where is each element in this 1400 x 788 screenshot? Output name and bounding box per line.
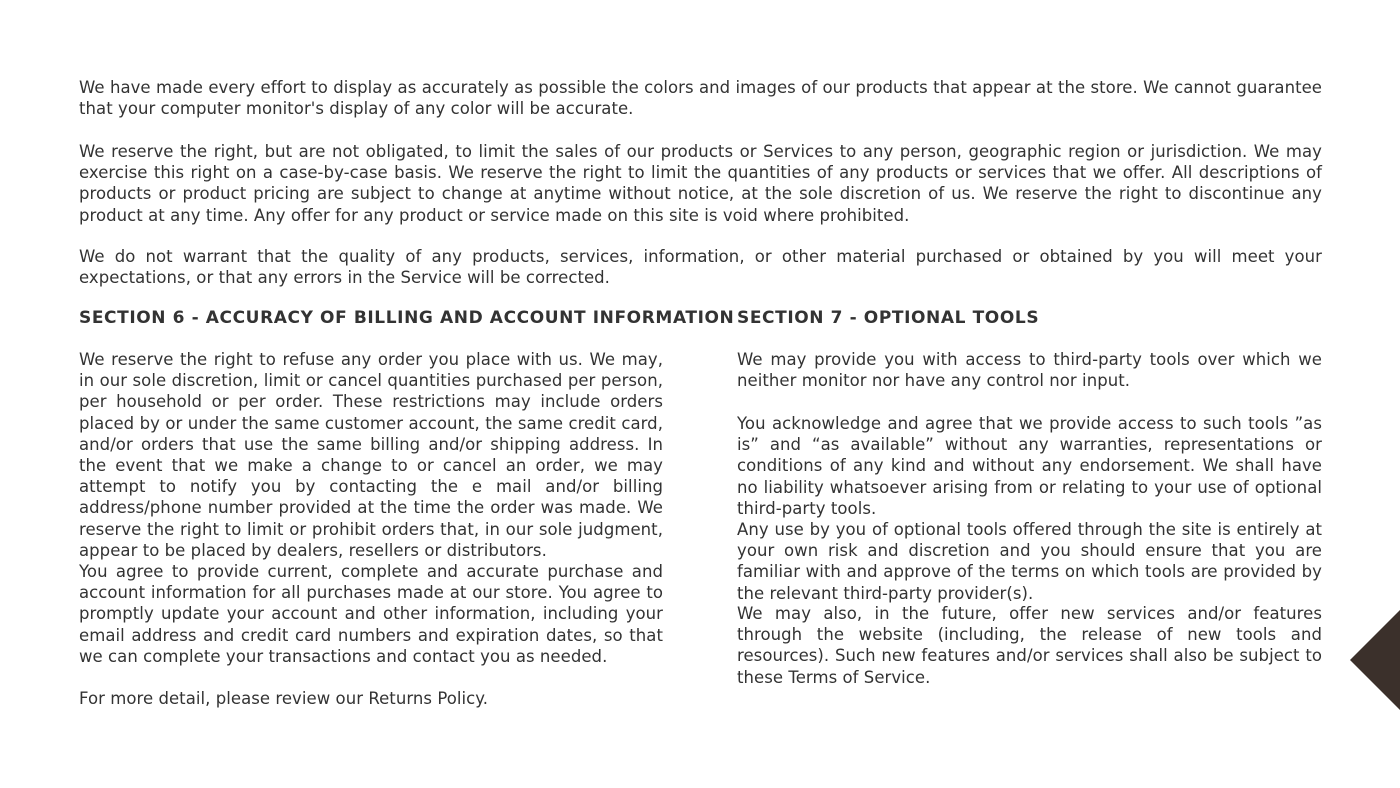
section-7-heading: SECTION 7 - OPTIONAL TOOLS [737, 308, 1040, 328]
intro-paragraph-colors: We have made every effort to display as accurately as possible the colors and images of our products that appear at the store. We cannot guarantee that your computer monitor's display of any color will be accurate. [79, 78, 1322, 119]
section-7-paragraph-risk: Any use by you of optional tools offered through the site is entirely at your own risk and discretion and you should ensure that you are familiar with and approve of the terms on which tools are provided by the relevant third-party provider(s). [737, 520, 1322, 603]
section-6-returns-note: For more detail, please review our Returns Policy. [79, 689, 489, 708]
corner-triangle-shape [1350, 610, 1400, 710]
corner-triangle-decoration [1350, 610, 1400, 710]
section-7-paragraph-future: We may also, in the future, offer new services and/or features through the website (including, the release of new tools and resources). Such new features and/or services shall also be subject to these Terms of Service. [737, 604, 1322, 687]
intro-paragraph-limits: We reserve the right, but are not obligated, to limit the sales of our products or Services to any person, geographic region or jurisdiction. We may exercise this right on a case-by-case basis. We reserve the right to limit the quantities of any products or services that we offer. All descriptions of products or product pricing are subject to change at anytime without notice, at the sole discretion of us. We reserve the right to discontinue any product at any time. Any offer for any product or service made on this site is void where prohibited. [79, 142, 1322, 225]
section-7-paragraph-access: We may provide you with access to third-party tools over which we neither monitor nor have any control nor input. [737, 350, 1322, 391]
section-6-paragraph-account: You agree to provide current, complete and accurate purchase and account information for all purchases made at our store. You agree to promptly update your account and other information, including your email address and credit card numbers and expiration dates, so that we can complete your transactions and contact you as needed. [79, 562, 663, 666]
section-6-paragraph-orders: We reserve the right to refuse any order you place with us. We may, in our sole discretion, limit or cancel quantities purchased per person, per household or per order. These restrictions may include orders placed by or under the same customer account, the same credit card, and/or orders that use the same billing and/or shipping address. In the event that we make a change to or cancel an order, we may attempt to notify you by contacting the e mail and/or billing address/phone number provided at the time the order was made. We reserve the right to limit or prohibit orders that, in our sole judgment, appear to be placed by dealers, resellers or distributors. [79, 350, 663, 560]
section-7-paragraph-as-is: You acknowledge and agree that we provide access to such tools ”as is” and “as available” without any warranties, representations or conditions of any kind and without any endorsement. We shall have no liability whatsoever arising from or relating to your use of optional third-party tools. [737, 414, 1322, 518]
intro-paragraph-warranty: We do not warrant that the quality of any products, services, information, or other material purchased or obtained by you will meet your expectations, or that any errors in the Service will be corrected. [79, 247, 1322, 288]
section-6-heading: SECTION 6 - ACCURACY OF BILLING AND ACCOUNT INFORMATION [79, 308, 735, 328]
